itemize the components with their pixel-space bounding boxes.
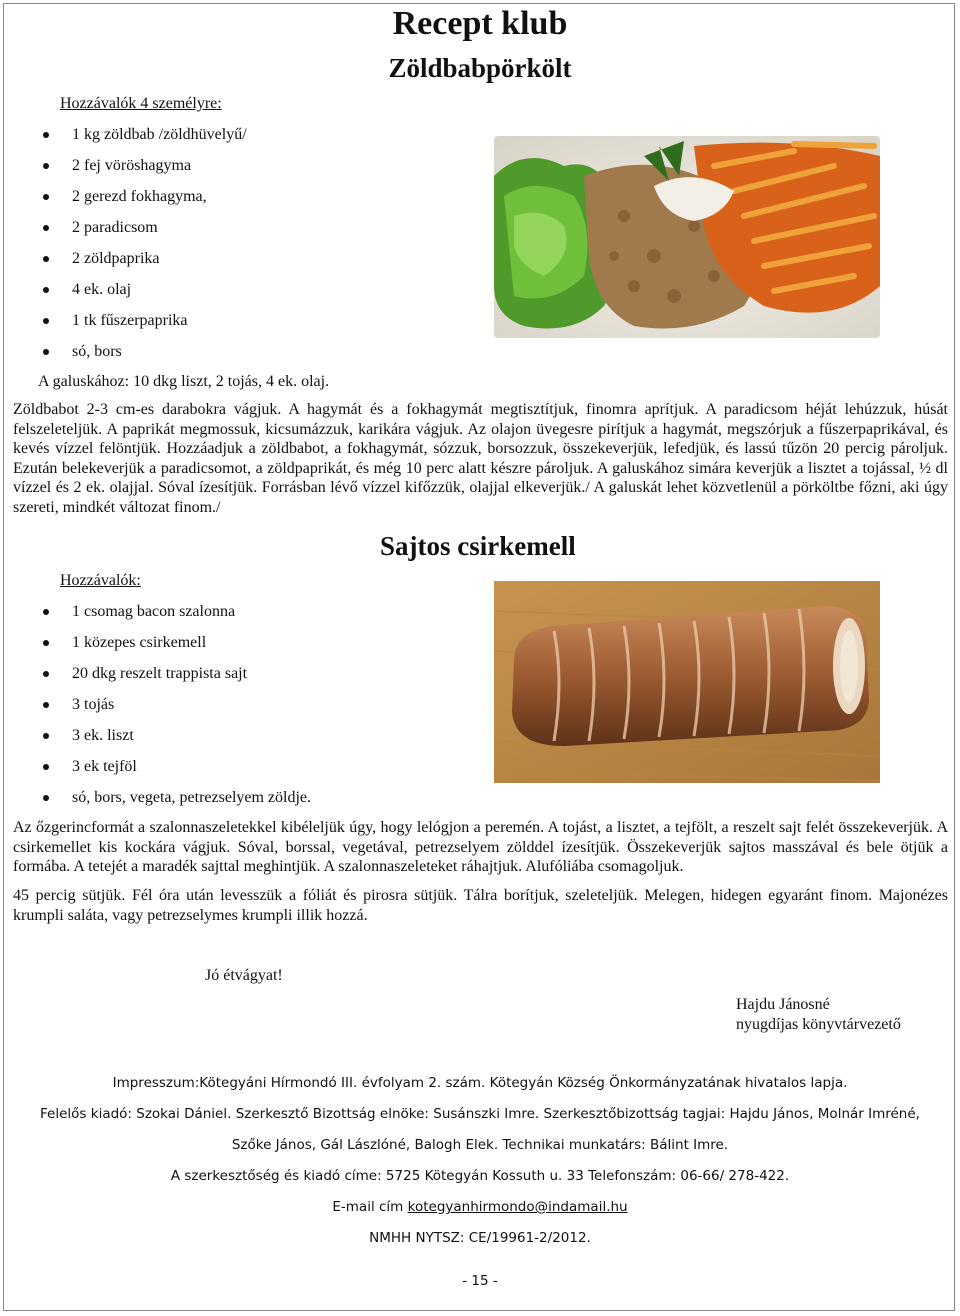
list-item: 2 fej vöröshagyma — [0, 150, 480, 181]
list-item: 2 paradicsom — [0, 212, 480, 243]
list-item: 4 ek. olaj — [0, 274, 480, 305]
list-item: 1 közepes csirkemell — [0, 627, 480, 658]
list-item: 3 tojás — [0, 689, 480, 720]
list-item: só, bors, vegeta, petrezselyem zöldje. — [0, 782, 480, 813]
impressum-line-1: Impresszum:Kötegyáni Hírmondó III. évfolyam 2. szám. Kötegyán Község Önkormányzatának hivatalos lapja. — [112, 1075, 848, 1091]
recipe1-ingredients-heading: Hozzávalók 4 személyre: — [60, 95, 222, 112]
list-item: 2 gerezd fokhagyma, — [0, 181, 480, 212]
author-name: Hajdu Jánosné — [736, 996, 830, 1013]
impressum-line-3: Szőke János, Gál Lászlóné, Balogh Elek. Technikai munkatárs: Bálint Imre. — [231, 1137, 729, 1153]
impressum-line-4: A szerkesztőség és kiadó címe: 5725 Kötegyán Kossuth u. 33 Telefonszám: 06-66/ 278-422. — [170, 1168, 790, 1184]
impressum-line-2: Felelős kiadó: Szokai Dániel. Szerkesztő Bizottság elnöke: Susánszki Imre. Szerkesztőbizottság tagjai: Hajdu János, Molnár Imréné, — [40, 1106, 920, 1122]
closing-greeting: Jó étvágyat! — [205, 967, 283, 984]
email-label: E-mail cím — [332, 1199, 404, 1215]
list-item: só, bors — [0, 336, 480, 367]
recipe2-ingredient-list — [0, 596, 480, 813]
list-item: 2 zöldpaprika — [0, 243, 480, 274]
page-title: Recept klub — [392, 5, 568, 42]
recipe1-ingredient-list — [0, 119, 480, 367]
impressum-email-line — [0, 1192, 960, 1223]
zoldbabporkolt-photo — [494, 136, 880, 338]
list-item: 1 kg zöldbab /zöldhüvelyű/ — [0, 119, 480, 150]
galuska-ingredients: A galuskához: 10 dkg liszt, 2 tojás, 4 ek. olaj. — [38, 373, 330, 390]
recipe2-instructions-part1: Az őzgerincformát a szalonnaszeletekkel kibéleljük úgy, hogy lelógjon a peremén. A tojást, a lisztet, a tejfölt, a reszelt sajt felét összekeverjük. A csirkemellet kis kockára vágjuk. Sóval, borssal, vegetával, petrezselyem zölddel ízesítjük. Összekeverjük sajtos masszával és bele ötjük a formába. A tetejét a maradék sajttal meghintjük. A szalonnaszeleteket ráhajtjuk. Alufóliába csomagoljuk. — [13, 819, 948, 876]
recipe2-ingredients-heading: Hozzávalók: — [60, 572, 141, 589]
recipe2-instructions-part2: 45 percig sütjük. Fél óra után levesszük a fóliát és pirosra sütjük. Tálra borítjuk, szeleteljük. Melegen, hidegen egyaránt finom. Majonézes krumpli saláta, vagy petrezselymes krumpli illik hozzá. — [13, 887, 948, 924]
email-link[interactable]: kotegyanhirmondo@indamail.hu — [407, 1199, 628, 1215]
page-number: - 15 - — [462, 1273, 498, 1289]
list-item: 1 tk fűszerpaprika — [0, 305, 480, 336]
recipe1-title: Zöldbabpörkölt — [388, 53, 572, 83]
sajtos-csirkemell-photo — [494, 581, 880, 783]
list-item: 3 ek tejföl — [0, 751, 480, 782]
impressum-line-6: NMHH NYTSZ: CE/19961-2/2012. — [369, 1230, 591, 1246]
list-item: 1 csomag bacon szalonna — [0, 596, 480, 627]
recipe2-title: Sajtos csirkemell — [380, 531, 576, 561]
recipe1-instructions: Zöldbabot 2-3 cm-es darabokra vágjuk. A hagymát és a fokhagymát megtisztítjuk, finomra aprítjuk. A paradicsom héját lehúzzuk, húsát felszeleteljük. A paprikát megmossuk, kicsumázzuk, karikára vágjuk. Az olajon üvegesre pirítjuk a hagymát, megszórjuk a fűszerpaprikával, és kevés vízzel felöntjük. Hozzáadjuk a zöldbabot, a fokhagymát, sózzuk, borsozzuk, összekeverjük, lefedjük, és lassú tűzön 20 percig pároljuk. Ezután belekeverjük a paradicsomot, a zöldpaprikát, és még 10 perc alatt készre pároljuk. A galuskához simára keverjük a lisztet a tojással, ½ dl vízzel és 2 ek. olajjal. Sóval ízesítjük. Forrásban lévő vízzel kifőzzük, olajjal elkeverjük./ A galuskát lehet közvetlenül a pörköltbe főzni, aki úgy szereti, mindkét változat finom./ — [13, 401, 948, 516]
list-item: 20 dkg reszelt trappista sajt — [0, 658, 480, 689]
author-title: nyugdíjas könyvtárvezető — [736, 1016, 901, 1033]
list-item: 3 ek. liszt — [0, 720, 480, 751]
